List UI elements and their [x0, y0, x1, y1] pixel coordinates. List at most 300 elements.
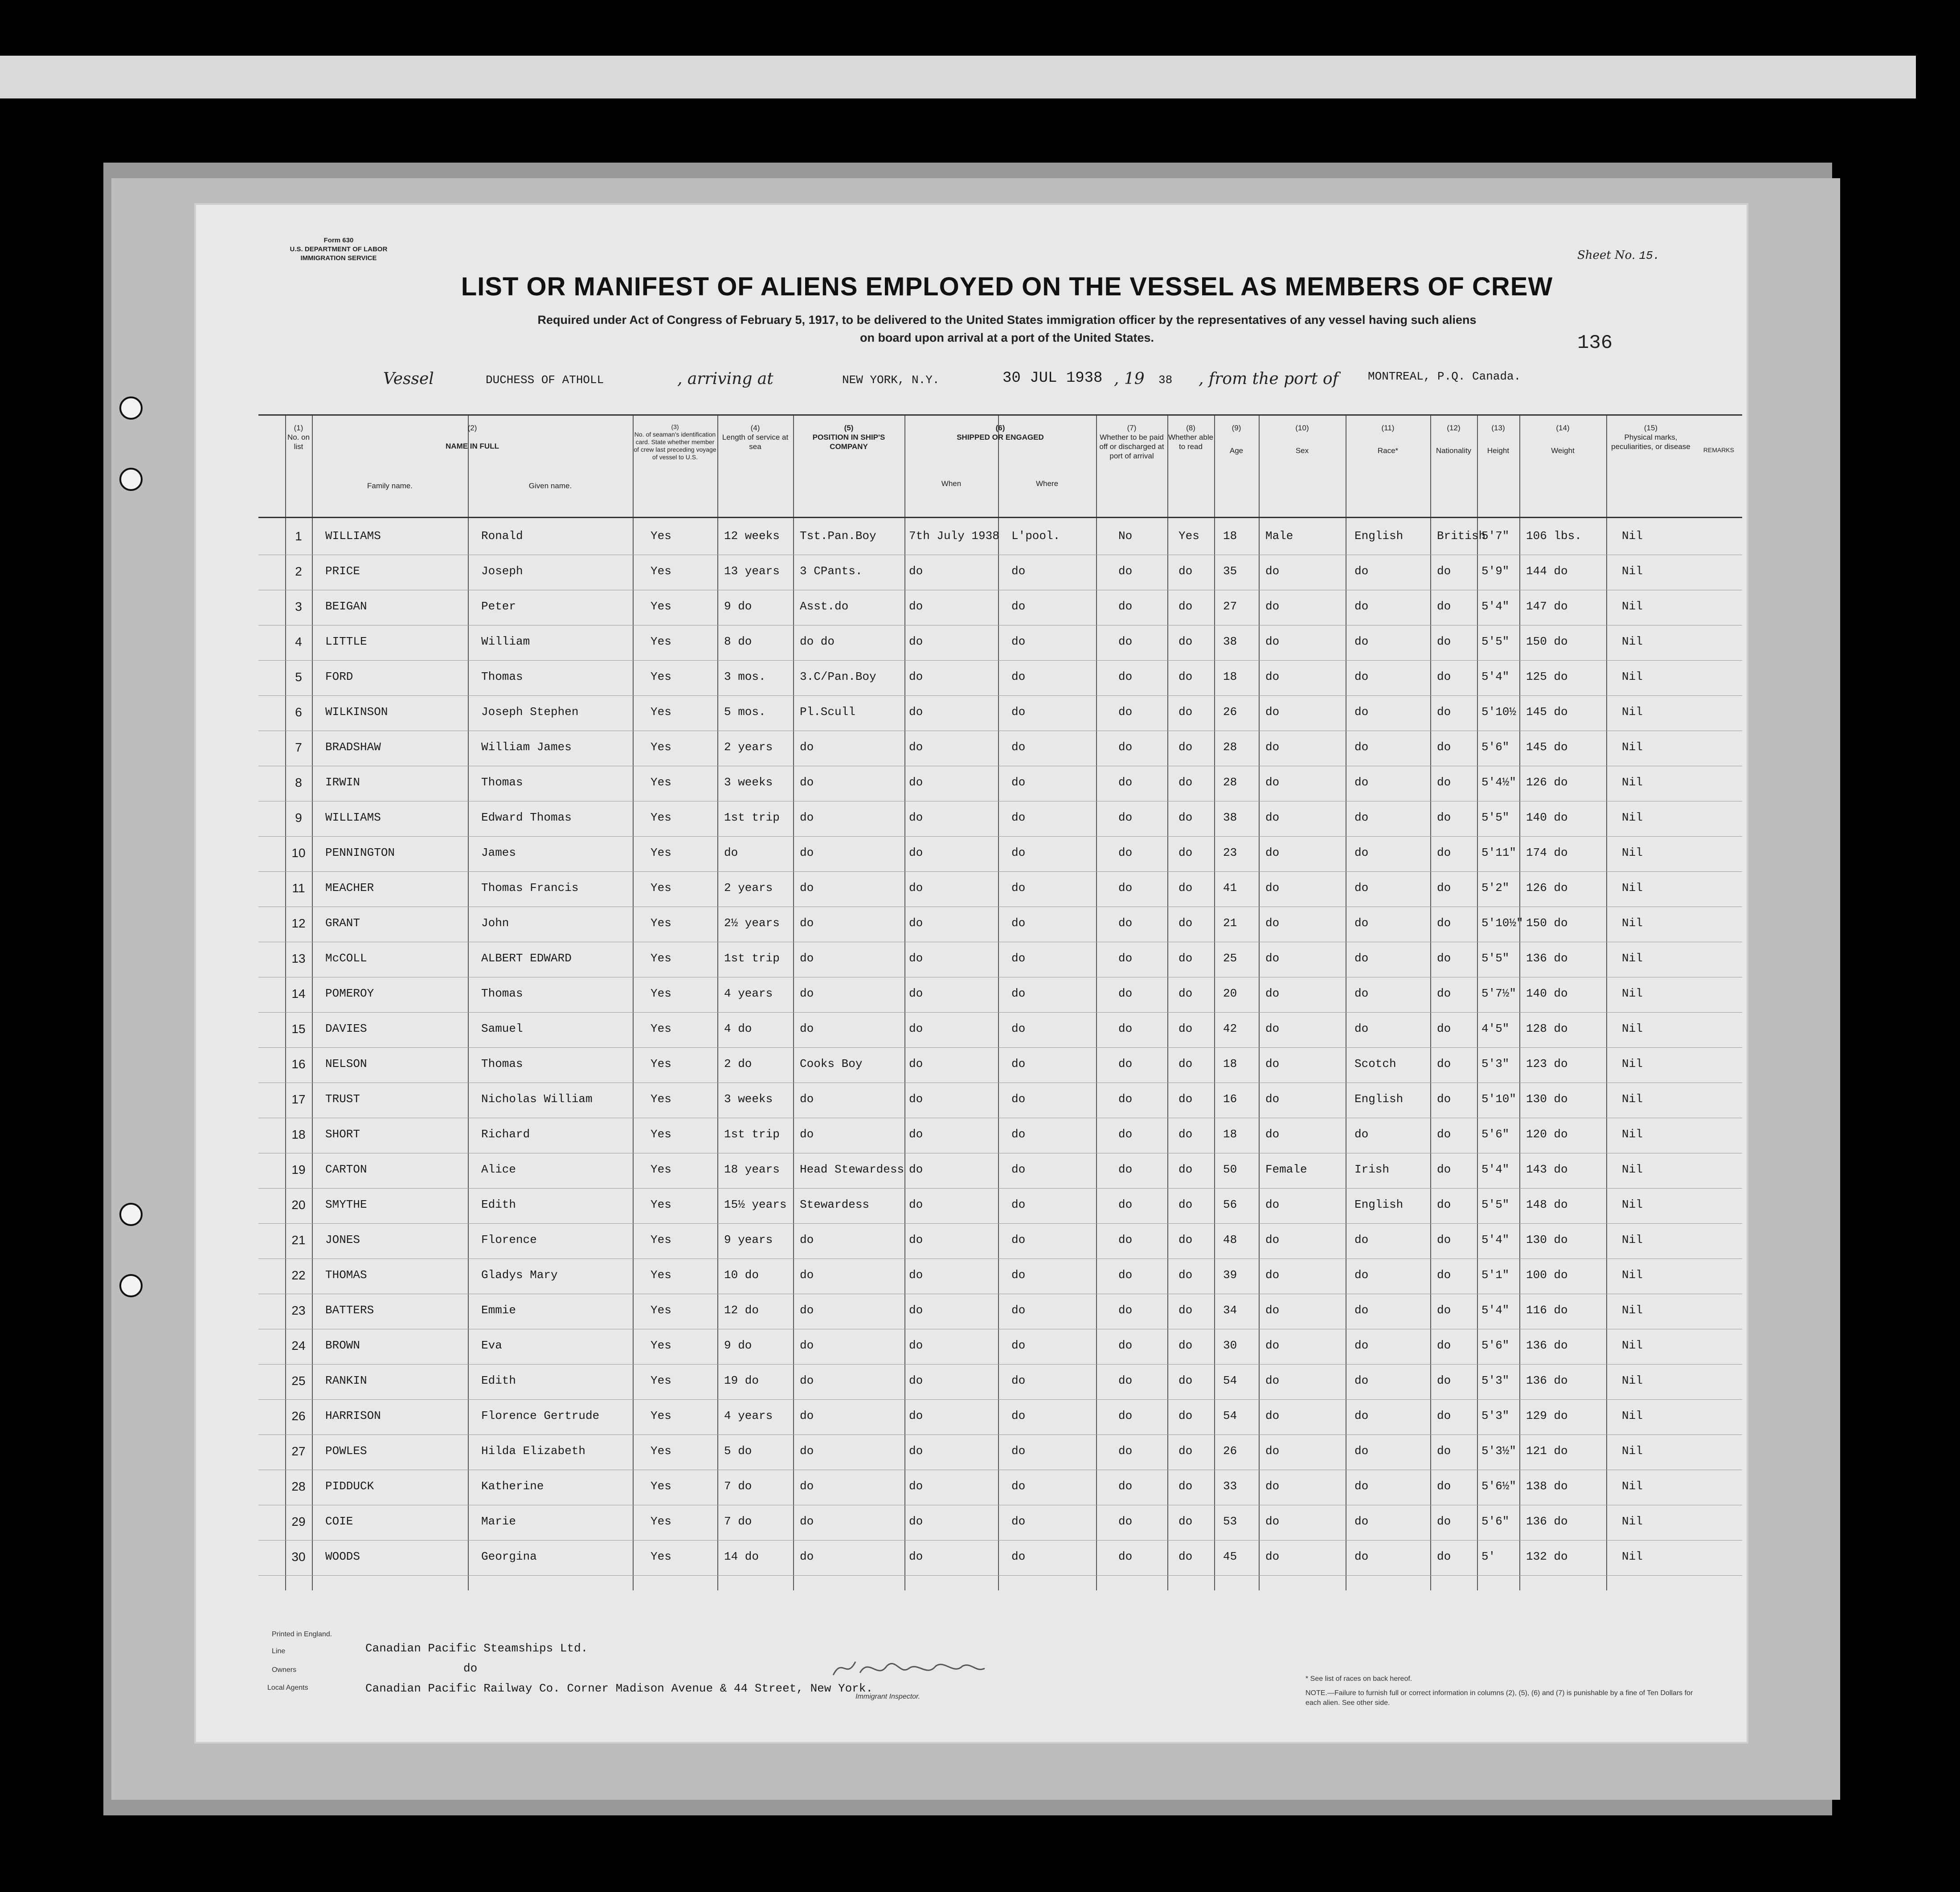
shipped-where: do: [1011, 987, 1026, 1000]
paid-off: do: [1118, 1339, 1133, 1352]
arriving-label: , arriving at: [677, 370, 773, 388]
given-name: Edith: [481, 1198, 516, 1211]
position: do: [800, 846, 814, 859]
shipped-when: do: [909, 916, 923, 930]
col-15-header: (15) Physical marks, peculiarities, or disease: [1611, 424, 1690, 451]
length-of-service: 12 do: [724, 1304, 759, 1317]
sex: do: [1265, 670, 1280, 683]
physical-marks: Nil: [1622, 811, 1643, 824]
row-rule: [258, 1188, 1742, 1189]
age: 18: [1223, 1057, 1237, 1071]
film-edge: [0, 56, 1916, 98]
col-13-header: (13) Height: [1487, 424, 1510, 455]
position: do: [800, 881, 814, 895]
family-name: BEIGAN: [325, 600, 367, 613]
paid-off: do: [1118, 1444, 1133, 1458]
age: 33: [1223, 1479, 1237, 1493]
form-number: Form 630: [323, 237, 354, 244]
row-rule: [258, 871, 1742, 872]
weight: 123 do: [1526, 1057, 1568, 1071]
weight: 136 do: [1526, 1515, 1568, 1528]
given-name: Florence Gertrude: [481, 1409, 600, 1422]
col-4-header: (4) Length of service at sea: [722, 424, 789, 451]
position: 3 CPants.: [800, 564, 863, 578]
from-port: MONTREAL, P.Q. Canada.: [1368, 370, 1521, 383]
nationality: do: [1437, 1339, 1451, 1352]
nationality: do: [1437, 811, 1451, 824]
length-of-service: 14 do: [724, 1550, 759, 1563]
able-to-read: do: [1178, 881, 1193, 895]
shipped-when: do: [909, 1479, 923, 1493]
col-divider: [468, 414, 469, 1590]
shipped-when: do: [909, 1128, 923, 1141]
nationality: British: [1437, 529, 1486, 543]
position: do: [800, 1304, 814, 1317]
sex: do: [1265, 811, 1280, 824]
position: do: [800, 1550, 814, 1563]
row-rule: [258, 1012, 1742, 1013]
row-number: 6: [295, 705, 302, 719]
given-name: Georgina: [481, 1550, 537, 1563]
position: Asst.do: [800, 600, 849, 613]
paid-off: do: [1118, 952, 1133, 965]
length-of-service: do: [724, 846, 738, 859]
col-7-header: (7) Whether to be paid off or discharged at port of arrival: [1099, 424, 1164, 460]
sex: do: [1265, 776, 1280, 789]
nationality: do: [1437, 881, 1451, 895]
shipped-where: do: [1011, 1409, 1026, 1422]
race: do: [1354, 1550, 1369, 1563]
family-name: LITTLE: [325, 635, 367, 648]
length-of-service: 2 do: [724, 1057, 752, 1071]
position: do: [800, 1444, 814, 1458]
nationality: do: [1437, 1163, 1451, 1176]
length-of-service: 3 mos.: [724, 670, 766, 683]
row-rule: [258, 1399, 1742, 1400]
family-name: THOMAS: [325, 1268, 367, 1282]
given-name: William: [481, 635, 530, 648]
paid-off: do: [1118, 1128, 1133, 1141]
row-number: 3: [295, 600, 302, 613]
weight: 136 do: [1526, 952, 1568, 965]
length-of-service: 5 do: [724, 1444, 752, 1458]
paid-off: do: [1118, 1409, 1133, 1422]
age: 53: [1223, 1515, 1237, 1528]
shipped-where: do: [1011, 1268, 1026, 1282]
paid-off: do: [1118, 1515, 1133, 1528]
previous-voyage: Yes: [651, 1022, 671, 1035]
row-rule: [258, 1223, 1742, 1224]
position: do: [800, 1092, 814, 1106]
family-name: McCOLL: [325, 952, 367, 965]
previous-voyage: Yes: [651, 705, 671, 719]
given-name: Edward Thomas: [481, 811, 572, 824]
position: do: [800, 1022, 814, 1035]
age: 27: [1223, 600, 1237, 613]
length-of-service: 1st trip: [724, 1128, 780, 1141]
row-number: 23: [291, 1304, 306, 1317]
given-name-header: Given name.: [528, 482, 572, 490]
row-number: 2: [295, 564, 302, 578]
length-of-service: 4 do: [724, 1022, 752, 1035]
sex: do: [1265, 635, 1280, 648]
previous-voyage: Yes: [651, 1339, 671, 1352]
previous-voyage: Yes: [651, 600, 671, 613]
col-divider: [312, 414, 313, 1590]
able-to-read: do: [1178, 564, 1193, 578]
height: 5'9": [1481, 564, 1510, 578]
sex: Male: [1265, 529, 1293, 543]
subtitle-line-2: on board upon arrival at a port of the United States.: [859, 331, 1154, 344]
age: 26: [1223, 705, 1237, 719]
shipped-when: do: [909, 776, 923, 789]
subtitle-line-1: Required under Act of Congress of February 5, 1917, to be delivered to the United States immigration officer by the representatives of any vessel having such aliens: [537, 313, 1477, 327]
nationality: do: [1437, 1233, 1451, 1246]
inspector-label: Immigrant Inspector.: [855, 1693, 921, 1700]
paid-off: do: [1118, 705, 1133, 719]
weight: 145 do: [1526, 705, 1568, 719]
physical-marks: Nil: [1622, 740, 1643, 754]
paid-off: do: [1118, 1550, 1133, 1563]
able-to-read: Yes: [1178, 529, 1199, 543]
previous-voyage: Yes: [651, 1092, 671, 1106]
height: 5'3": [1481, 1409, 1510, 1422]
col-divider: [1259, 414, 1260, 1590]
weight: 143 do: [1526, 1163, 1568, 1176]
weight: 150 do: [1526, 635, 1568, 648]
previous-voyage: Yes: [651, 1304, 671, 1317]
row-number: 25: [291, 1374, 306, 1388]
age: 18: [1223, 1128, 1237, 1141]
paid-off: do: [1118, 600, 1133, 613]
physical-marks: Nil: [1622, 881, 1643, 895]
nationality: do: [1437, 776, 1451, 789]
family-name: WILLIAMS: [325, 529, 381, 543]
shipped-where: do: [1011, 1515, 1026, 1528]
physical-marks: Nil: [1622, 1479, 1643, 1493]
previous-voyage: Yes: [651, 776, 671, 789]
row-number: 26: [291, 1409, 306, 1423]
weight: 128 do: [1526, 1022, 1568, 1035]
family-name: PRICE: [325, 564, 360, 578]
race: do: [1354, 1022, 1369, 1035]
col-divider: [1214, 414, 1215, 1590]
physical-marks: Nil: [1622, 846, 1643, 859]
sex: do: [1265, 846, 1280, 859]
shipped-when: do: [909, 1057, 923, 1071]
height: 5'4": [1481, 1304, 1510, 1317]
paid-off: do: [1118, 1479, 1133, 1493]
age: 26: [1223, 1444, 1237, 1458]
length-of-service: 4 years: [724, 987, 773, 1000]
shipped-where: do: [1011, 635, 1026, 648]
race: English: [1354, 1198, 1404, 1211]
race: do: [1354, 670, 1369, 683]
row-number: 8: [295, 776, 302, 789]
given-name: Eva: [481, 1339, 502, 1352]
shipped-when: do: [909, 1374, 923, 1387]
physical-marks: Nil: [1622, 635, 1643, 648]
physical-marks: Nil: [1622, 529, 1643, 543]
previous-voyage: Yes: [651, 987, 671, 1000]
paid-off: do: [1118, 1057, 1133, 1071]
age: 35: [1223, 564, 1237, 578]
able-to-read: do: [1178, 1409, 1193, 1422]
previous-voyage: Yes: [651, 1163, 671, 1176]
paid-off: do: [1118, 881, 1133, 895]
shipped-where: do: [1011, 776, 1026, 789]
able-to-read: do: [1178, 1022, 1193, 1035]
able-to-read: do: [1178, 1515, 1193, 1528]
col-6-header: (6) SHIPPED OR ENGAGED: [957, 424, 1044, 441]
row-rule: [258, 1540, 1742, 1541]
able-to-read: do: [1178, 846, 1193, 859]
family-name: BROWN: [325, 1339, 360, 1352]
weight: 130 do: [1526, 1092, 1568, 1106]
col-divider: [904, 414, 905, 1590]
race: do: [1354, 600, 1369, 613]
length-of-service: 9 years: [724, 1233, 773, 1246]
previous-voyage: Yes: [651, 916, 671, 930]
shipped-when: do: [909, 1022, 923, 1035]
position: Pl.Scull: [800, 705, 855, 719]
position: do: [800, 776, 814, 789]
col-5-header: (5) POSITION IN SHIP'S COMPANY: [812, 424, 885, 451]
binder-hole-icon: [119, 1274, 143, 1297]
given-name: Gladys Mary: [481, 1268, 558, 1282]
length-of-service: 12 weeks: [724, 529, 780, 543]
age: 28: [1223, 740, 1237, 754]
length-of-service: 8 do: [724, 635, 752, 648]
col-divider: [285, 414, 286, 1590]
previous-voyage: Yes: [651, 670, 671, 683]
sex: do: [1265, 1409, 1280, 1422]
agents-value: Canadian Pacific Railway Co. Corner Madison Avenue & 44 Street, New York.: [365, 1682, 873, 1695]
year-label: , 19: [1114, 370, 1145, 388]
able-to-read: do: [1178, 1057, 1193, 1071]
age: 41: [1223, 881, 1237, 895]
paid-off: do: [1118, 987, 1133, 1000]
vessel-name: DUCHESS OF ATHOLL: [486, 373, 604, 387]
shipped-where: do: [1011, 1057, 1026, 1071]
weight: 106 lbs.: [1526, 529, 1582, 543]
sex: do: [1265, 1479, 1280, 1493]
sex: do: [1265, 1268, 1280, 1282]
family-name: SHORT: [325, 1128, 360, 1141]
weight: 126 do: [1526, 776, 1568, 789]
race: Scotch: [1354, 1057, 1396, 1071]
able-to-read: do: [1178, 600, 1193, 613]
vessel-label: Vessel: [383, 370, 434, 388]
row-number: 4: [295, 635, 302, 649]
col-divider: [1519, 414, 1520, 1590]
agents-label: Local Agents: [267, 1684, 308, 1692]
length-of-service: 1st trip: [724, 811, 780, 824]
age: 42: [1223, 1022, 1237, 1035]
col-12-header: (12) Nationality: [1436, 424, 1472, 455]
length-of-service: 10 do: [724, 1268, 759, 1282]
weight: 130 do: [1526, 1233, 1568, 1246]
row-number: 19: [291, 1163, 306, 1177]
shipped-when: do: [909, 952, 923, 965]
race: do: [1354, 564, 1369, 578]
sex: do: [1265, 916, 1280, 930]
physical-marks: Nil: [1622, 1128, 1643, 1141]
row-rule: [258, 1434, 1742, 1435]
age: 56: [1223, 1198, 1237, 1211]
nationality: do: [1437, 1374, 1451, 1387]
able-to-read: do: [1178, 1233, 1193, 1246]
col-11-header: (11) Race*: [1377, 424, 1399, 455]
shipped-where: do: [1011, 740, 1026, 754]
family-name: CARTON: [325, 1163, 367, 1176]
shipped-when: do: [909, 564, 923, 578]
able-to-read: do: [1178, 1339, 1193, 1352]
race: do: [1354, 846, 1369, 859]
given-name: ALBERT EDWARD: [481, 952, 572, 965]
able-to-read: do: [1178, 1444, 1193, 1458]
nationality: do: [1437, 1444, 1451, 1458]
length-of-service: 7 do: [724, 1515, 752, 1528]
height: 5'7": [1481, 529, 1510, 543]
sex: do: [1265, 1233, 1280, 1246]
nationality: do: [1437, 670, 1451, 683]
position: do: [800, 740, 814, 754]
penalty-note: NOTE.—Failure to furnish full or correct information in columns (2), (5), (6) and (7) is punishable by a fine of Ten Dollars for each alien. See other side.: [1305, 1689, 1693, 1707]
paid-off: No: [1118, 529, 1133, 543]
able-to-read: do: [1178, 916, 1193, 930]
previous-voyage: Yes: [651, 846, 671, 859]
shipped-when: do: [909, 881, 923, 895]
col-divider: [1096, 414, 1097, 1590]
physical-marks: Nil: [1622, 987, 1643, 1000]
nationality: do: [1437, 1550, 1451, 1563]
previous-voyage: Yes: [651, 881, 671, 895]
shipped-when: do: [909, 670, 923, 683]
row-number: 17: [291, 1092, 306, 1106]
nationality: do: [1437, 916, 1451, 930]
family-name: MEACHER: [325, 881, 374, 895]
physical-marks: Nil: [1622, 776, 1643, 789]
family-name: HARRISON: [325, 1409, 381, 1422]
sheet-number: [1577, 249, 1660, 262]
shipped-where: do: [1011, 846, 1026, 859]
paid-off: do: [1118, 1304, 1133, 1317]
shipped-where: L'pool.: [1011, 529, 1060, 543]
weight: 174 do: [1526, 846, 1568, 859]
nationality: do: [1437, 1515, 1451, 1528]
where-header: Where: [1035, 479, 1059, 488]
position: do: [800, 811, 814, 824]
age: 38: [1223, 635, 1237, 648]
previous-voyage: Yes: [651, 1057, 671, 1071]
length-of-service: 3 weeks: [724, 1092, 773, 1106]
given-name: Thomas: [481, 776, 523, 789]
shipped-when: do: [909, 1163, 923, 1176]
row-number: 5: [295, 670, 302, 684]
previous-voyage: Yes: [651, 1550, 671, 1563]
col-1-header: (1) No. on list: [287, 424, 310, 451]
position: do: [800, 916, 814, 930]
department: U.S. DEPARTMENT OF LABOR: [290, 245, 388, 253]
position: do: [800, 1233, 814, 1246]
sex: do: [1265, 1550, 1280, 1563]
family-name: POMEROY: [325, 987, 374, 1000]
able-to-read: do: [1178, 1304, 1193, 1317]
weight: 148 do: [1526, 1198, 1568, 1211]
height: 5'4": [1481, 670, 1510, 683]
owners-value: do: [463, 1662, 478, 1675]
race: do: [1354, 1409, 1369, 1422]
row-number: 12: [291, 916, 306, 930]
height: 5'6": [1481, 1128, 1510, 1141]
family-name: BRADSHAW: [325, 740, 381, 754]
weight: 132 do: [1526, 1550, 1568, 1563]
height: 5'3½": [1481, 1444, 1517, 1458]
physical-marks: Nil: [1622, 1409, 1643, 1422]
height: 5'11": [1481, 846, 1517, 859]
row-number: 20: [291, 1198, 306, 1212]
col-divider: [717, 414, 718, 1590]
able-to-read: do: [1178, 670, 1193, 683]
physical-marks: Nil: [1622, 670, 1643, 683]
age: 54: [1223, 1409, 1237, 1422]
col-8-header: (8) Whether able to read: [1168, 424, 1214, 451]
family-name: DAVIES: [325, 1022, 367, 1035]
nationality: do: [1437, 846, 1451, 859]
weight: 125 do: [1526, 670, 1568, 683]
physical-marks: Nil: [1622, 1022, 1643, 1035]
physical-marks: Nil: [1622, 1339, 1643, 1352]
age: 23: [1223, 846, 1237, 859]
able-to-read: do: [1178, 811, 1193, 824]
table-top-rule: [258, 414, 1742, 416]
age: 18: [1223, 670, 1237, 683]
col-divider: [793, 414, 794, 1590]
position: Head Stewardess: [800, 1163, 904, 1176]
position: do: [800, 1128, 814, 1141]
row-number: 30: [291, 1550, 306, 1564]
previous-voyage: Yes: [651, 1128, 671, 1141]
shipped-where: do: [1011, 916, 1026, 930]
physical-marks: Nil: [1622, 952, 1643, 965]
shipped-when: do: [909, 987, 923, 1000]
row-number: 18: [291, 1128, 306, 1141]
given-name: John: [481, 916, 509, 930]
previous-voyage: Yes: [651, 635, 671, 648]
able-to-read: do: [1178, 1268, 1193, 1282]
sheet-value: 15.: [1639, 249, 1660, 262]
weight: 136 do: [1526, 1374, 1568, 1387]
age: 45: [1223, 1550, 1237, 1563]
length-of-service: 3 weeks: [724, 776, 773, 789]
height: 5'4½": [1481, 776, 1517, 789]
binder-hole-icon: [119, 396, 143, 420]
paid-off: do: [1118, 564, 1133, 578]
binder-hole-icon: [119, 1203, 143, 1226]
previous-voyage: Yes: [651, 740, 671, 754]
shipped-when: do: [909, 600, 923, 613]
position: Stewardess: [800, 1198, 870, 1211]
previous-voyage: Yes: [651, 952, 671, 965]
previous-voyage: Yes: [651, 564, 671, 578]
race: do: [1354, 987, 1369, 1000]
shipped-where: do: [1011, 952, 1026, 965]
race: do: [1354, 881, 1369, 895]
race: do: [1354, 916, 1369, 930]
age: 48: [1223, 1233, 1237, 1246]
height: 5': [1481, 1550, 1496, 1563]
